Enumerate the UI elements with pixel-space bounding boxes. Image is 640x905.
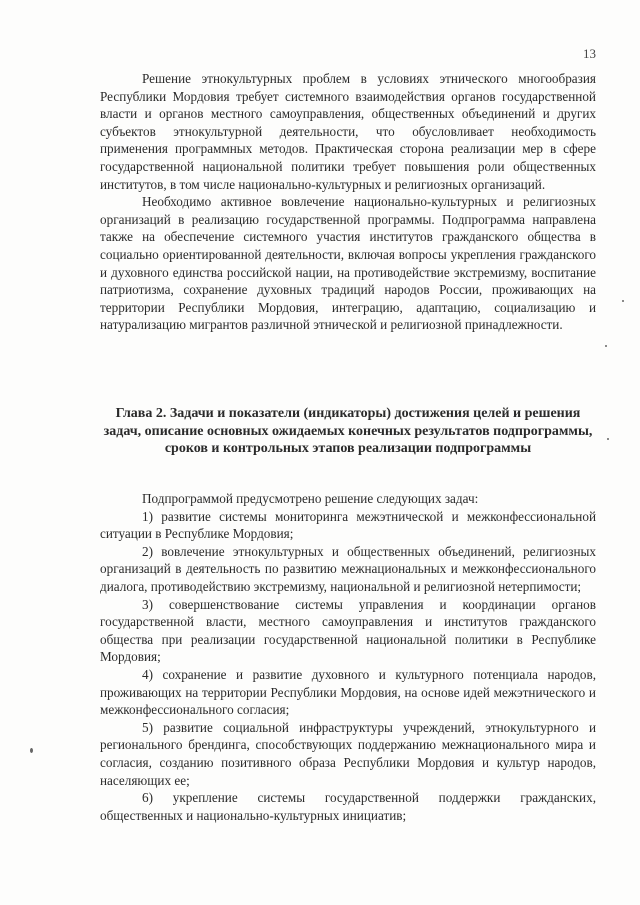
scan-speck bbox=[605, 345, 607, 347]
task-item: 2) вовлечение этнокультурных и общественных объединений, религиозных организаций в деятельность по развитию межнациональных и межконфессионального диалога, противодействию экстремизму, национальной и религиозной нетерпимости; bbox=[100, 543, 596, 594]
task-item: 5) развитие социальной инфраструктуры учреждений, этнокультурного и регионального брендинга, способствующих поддержанию межнационального мира и согласия, созданию позитивного образа Республики Мордовия и культур народов, населяющих ее; bbox=[100, 719, 596, 788]
chapter-heading: Глава 2. Задачи и показатели (индикаторы) достижения целей и решения задач, описание основных ожидаемых конечных результатов подпрограммы, сроков и контрольных этапов реализации подпрограммы bbox=[103, 406, 593, 457]
paragraph: Решение этнокультурных проблем в условиях этнического многообразия Республики Мордовия требует системного взаимодействия органов государственной власти и органов местного самоуправления, общественных объединений и других субъектов этнокультурной деятельности, что обусловливает необходимость применения программных методов. Практическая сторона реализации мер в сфере государственной национальной политики требует повышения роли общественных институтов, в том числе национально-культурных и религиозных организаций. bbox=[100, 71, 596, 192]
task-item: 6) укрепление системы государственной поддержки гражданских, общественных и национально-культурных инициатив; bbox=[100, 790, 596, 823]
tasks-intro: Подпрограммой предусмотрено решение следующих задач: bbox=[142, 491, 479, 506]
paragraph: Необходимо активное вовлечение национально-культурных и религиозных организаций в реализацию государственной программы. Подпрограмма направлена также на обеспечение системного участия институтов гражданского общества в социально ориентированной деятельности, включая вопросы укрепления гражданского и духовного единства российской нации, на противодействие экстремизму, воспитание патриотизма, сохранение духовных традиций народов России, проживающих на территории Республики Мордовия, интеграцию, адаптацию, социализацию и натурализацию мигрантов различной этнической и религиозной принадлежности. bbox=[100, 194, 596, 333]
task-item: 1) развитие системы мониторинга межэтнической и межконфессиональной ситуации в Республике Мордовия; bbox=[100, 508, 596, 542]
task-item: 3) совершенствование системы управления и координации органов государственной власти, местного самоуправления и институтов гражданского общества при реализации государственной национальной политики в Республике Мордовия; bbox=[100, 596, 596, 665]
scan-speck bbox=[622, 300, 624, 302]
intro-section bbox=[100, 70, 596, 334]
page-number: 13 bbox=[583, 46, 596, 61]
tasks-section bbox=[100, 490, 596, 824]
scan-speck bbox=[30, 748, 33, 753]
task-item: 4) сохранение и развитие духовного и культурного потенциала народов, проживающих на территории Республики Мордовия, на основе идей межэтнического и межконфессионального согласия; bbox=[100, 666, 596, 718]
scan-speck bbox=[607, 438, 609, 440]
